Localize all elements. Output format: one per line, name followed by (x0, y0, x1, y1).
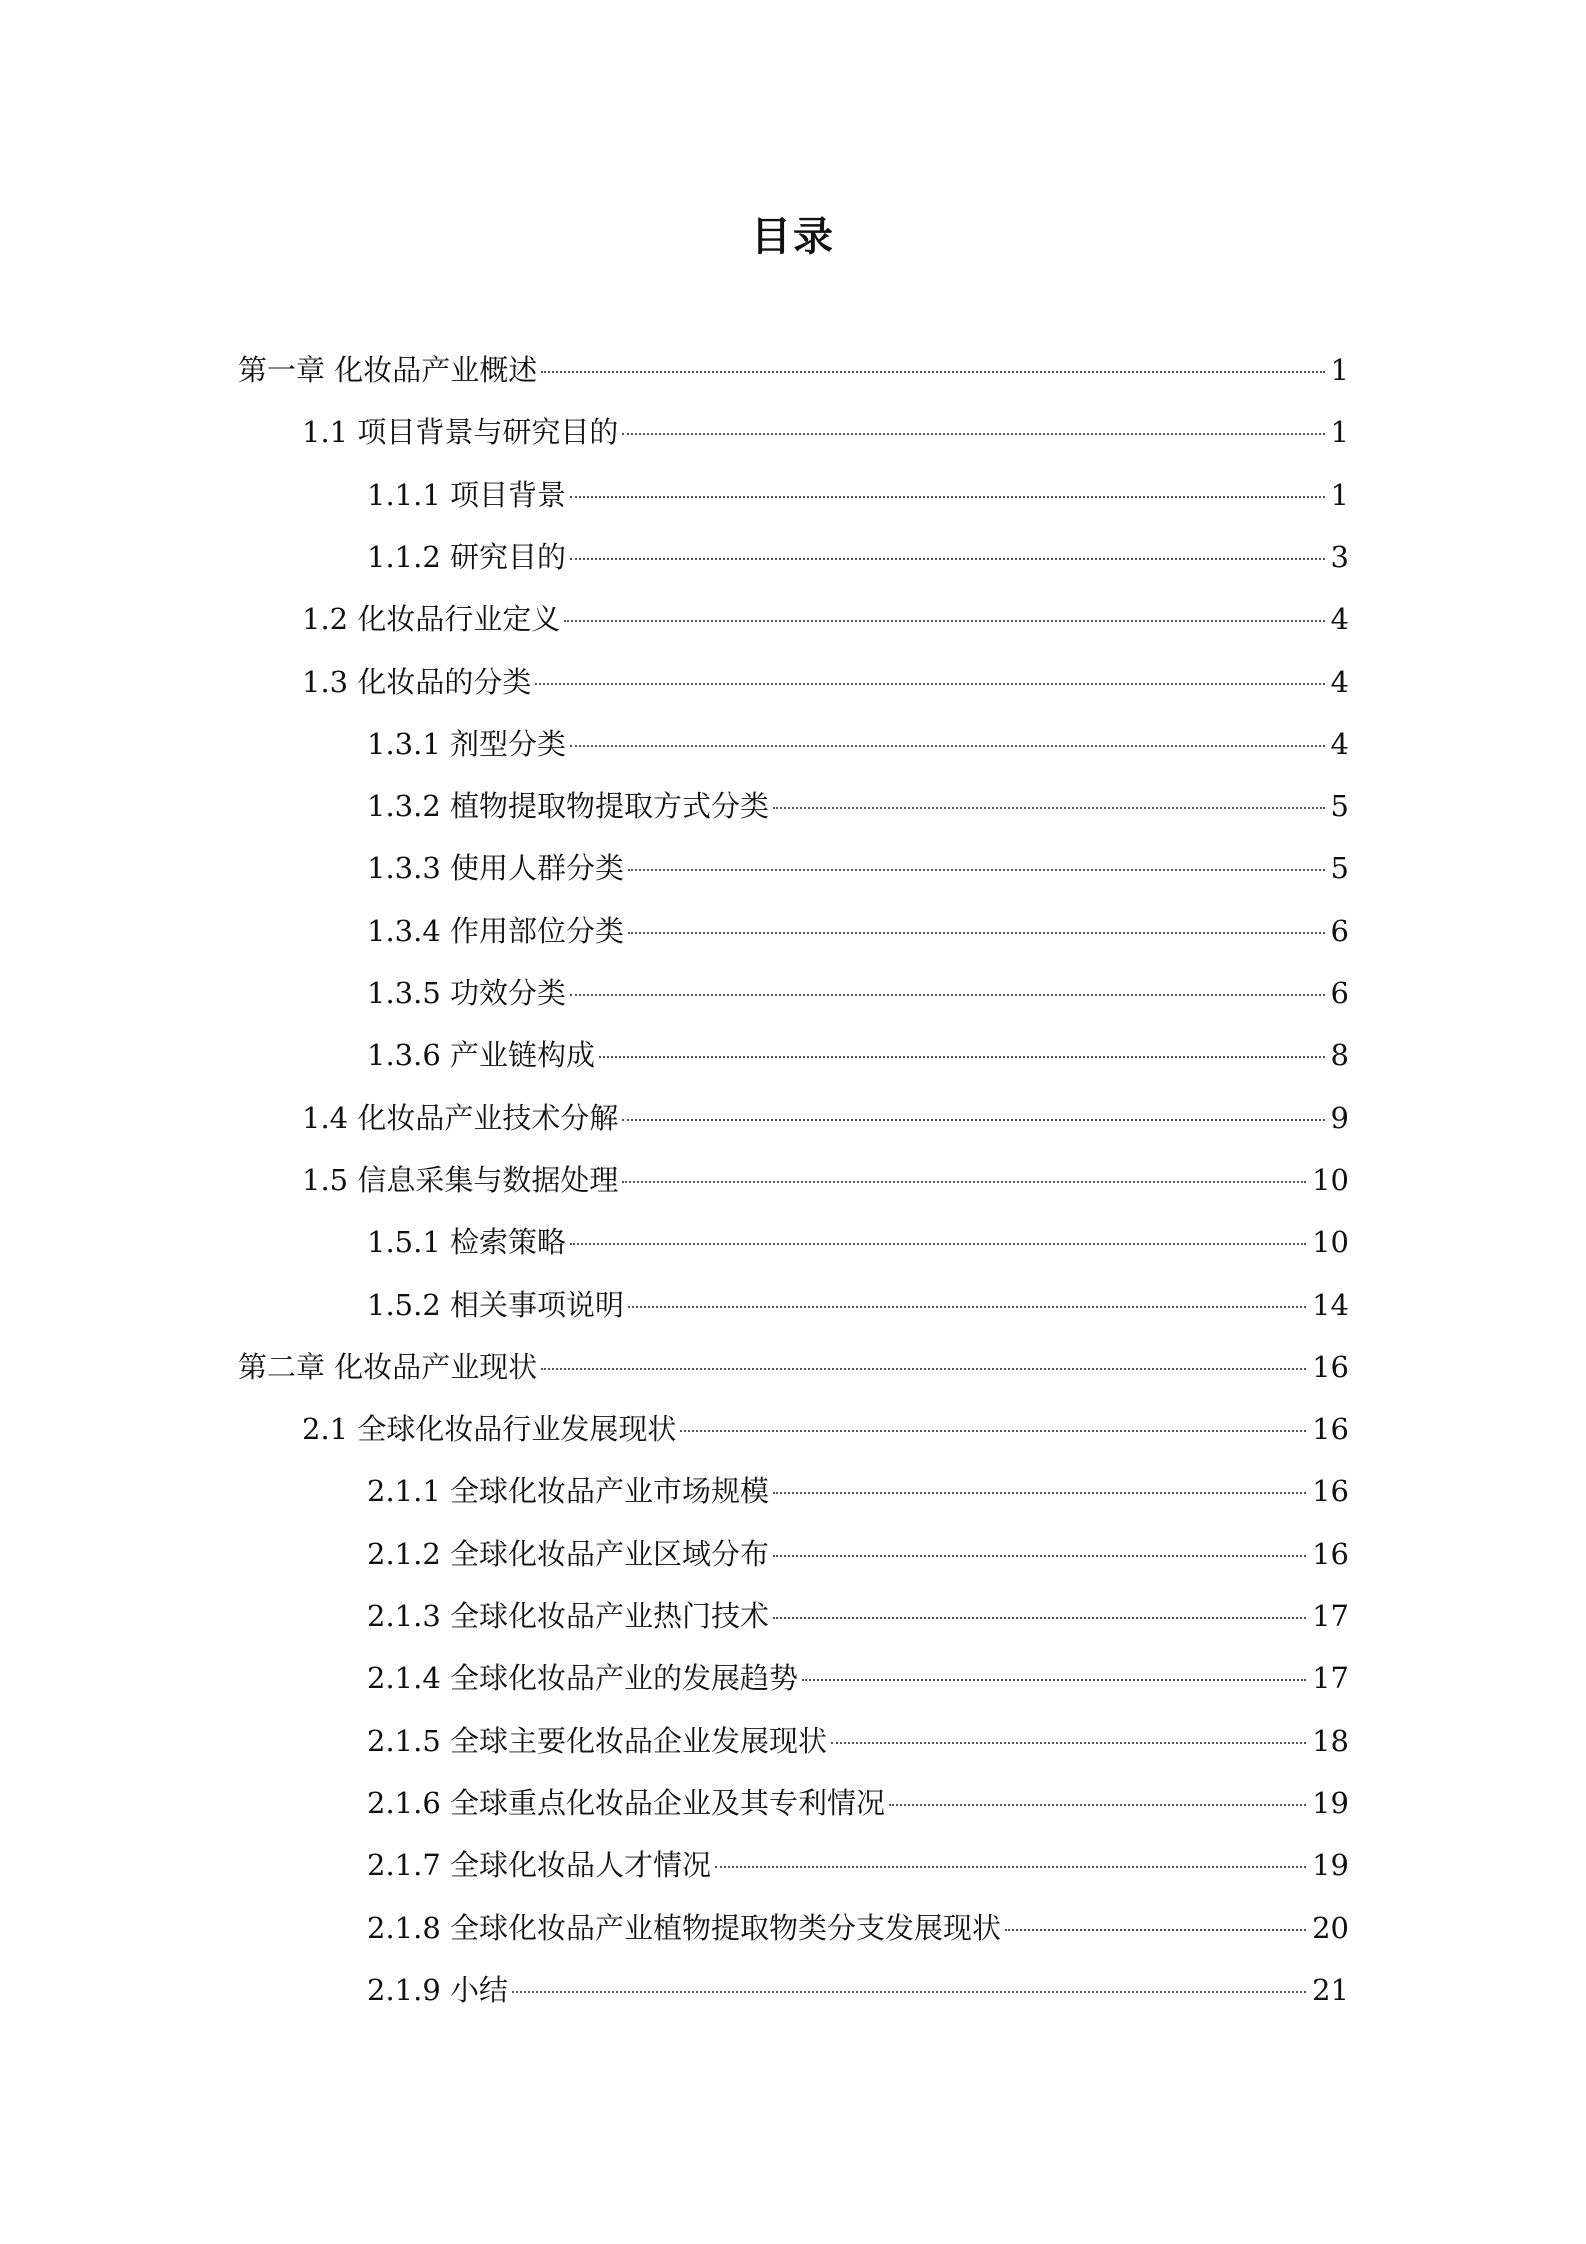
toc-entry-title: 1.3.5 功效分类 (367, 976, 567, 1010)
toc-dot-leader (564, 620, 1324, 622)
toc-entry-title: 1.1 项目背景与研究目的 (302, 415, 619, 450)
toc-entry-title: 1.3 化妆品的分类 (302, 664, 532, 699)
toc-entry-page-number: 20 (1312, 1910, 1349, 1945)
toc-dot-leader (512, 1991, 1306, 1993)
toc-dot-leader (889, 1804, 1306, 1806)
toc-entry-title: 1.3.2 植物提取物提取方式分类 (367, 789, 770, 824)
toc-entry[interactable] (367, 475, 1349, 515)
toc-entry[interactable] (367, 1970, 1349, 2010)
toc-entry[interactable] (367, 786, 1349, 826)
toc-entry[interactable] (367, 1222, 1349, 1262)
toc-entry-page-number: 14 (1312, 1287, 1349, 1322)
toc-entry-title: 2.1.6 全球重点化妆品企业及其专利情况 (367, 1785, 886, 1820)
toc-entry-page-number: 5 (1330, 851, 1349, 886)
toc-dot-leader (541, 371, 1324, 373)
toc-entry[interactable] (367, 848, 1349, 888)
toc-entry[interactable] (367, 1658, 1349, 1698)
toc-entry-title: 2.1.1 全球化妆品产业市场规模 (367, 1474, 770, 1509)
toc-entry-title: 2.1 全球化妆品行业发展现状 (302, 1412, 677, 1447)
toc-title: 目录 (751, 213, 835, 260)
toc-entry-page-number: 6 (1330, 913, 1349, 948)
toc-entry-page-number: 8 (1330, 1038, 1349, 1073)
toc-dot-leader (831, 1742, 1306, 1744)
toc-entry-title: 2.1.7 全球化妆品人才情况 (367, 1848, 712, 1883)
toc-dot-leader (570, 496, 1325, 498)
toc-dot-leader (570, 745, 1325, 747)
toc-dot-leader (773, 1555, 1306, 1557)
toc-entry[interactable] (367, 973, 1349, 1013)
toc-entry[interactable] (367, 537, 1349, 577)
toc-entry[interactable] (367, 1596, 1349, 1636)
toc-entry[interactable] (302, 1098, 1349, 1138)
toc-entry[interactable] (367, 1908, 1349, 1948)
toc-dot-leader (570, 558, 1325, 560)
toc-entry-page-number: 1 (1330, 477, 1349, 512)
toc-entry-title: 1.1.1 项目背景 (367, 477, 567, 512)
toc-entry-page-number: 19 (1312, 1785, 1349, 1820)
toc-entry[interactable] (302, 599, 1349, 639)
toc-dot-leader (1005, 1929, 1306, 1931)
toc-entry-title: 1.2 化妆品行业定义 (302, 602, 561, 637)
toc-entry-title: 1.3.3 使用人群分类 (367, 851, 625, 886)
toc-entry[interactable] (238, 1347, 1349, 1387)
toc-dot-leader (622, 1119, 1324, 1121)
toc-entry-title: 2.1.3 全球化妆品产业热门技术 (367, 1599, 770, 1633)
toc-entry-page-number: 6 (1330, 976, 1349, 1010)
toc-dot-leader (535, 683, 1324, 685)
toc-entry[interactable] (367, 1285, 1349, 1325)
toc-dot-leader (628, 1306, 1306, 1308)
toc-entry[interactable] (367, 1783, 1349, 1823)
toc-entry[interactable] (302, 412, 1349, 452)
toc-entry[interactable] (367, 724, 1349, 764)
toc-entry-title: 2.1.9 小结 (367, 1972, 509, 2007)
toc-entry-page-number: 1 (1330, 353, 1349, 387)
toc-entry-page-number: 9 (1330, 1100, 1349, 1135)
toc-dot-leader (628, 932, 1325, 934)
toc-entry-title: 2.1.8 全球化妆品产业植物提取物类分支发展现状 (367, 1910, 1002, 1945)
toc-entry-page-number: 10 (1312, 1162, 1349, 1197)
toc-dot-leader (680, 1430, 1306, 1432)
toc-entry-page-number: 1 (1330, 415, 1349, 450)
toc-entry-page-number: 3 (1330, 539, 1349, 574)
toc-entry-title: 1.3.6 产业链构成 (367, 1038, 596, 1073)
toc-dot-leader (622, 1181, 1306, 1183)
toc-entry[interactable] (238, 350, 1349, 390)
toc-entry-page-number: 21 (1312, 1972, 1349, 2007)
toc-entry-page-number: 17 (1312, 1661, 1349, 1696)
toc-entry-page-number: 4 (1330, 726, 1349, 761)
toc-entry[interactable] (367, 1721, 1349, 1761)
toc-entry[interactable] (367, 911, 1349, 951)
toc-dot-leader (773, 1617, 1306, 1619)
toc-entry-title: 第二章 化妆品产业现状 (238, 1349, 538, 1384)
toc-entry[interactable] (367, 1471, 1349, 1511)
toc-entry-page-number: 16 (1312, 1412, 1349, 1447)
toc-entry-title: 1.4 化妆品产业技术分解 (302, 1100, 619, 1135)
toc-dot-leader (570, 994, 1325, 996)
toc-dot-leader (715, 1866, 1306, 1868)
toc-entry[interactable] (367, 1035, 1349, 1075)
toc-dot-leader (541, 1368, 1306, 1370)
toc-entry[interactable] (367, 1845, 1349, 1885)
toc-entry-title: 1.1.2 研究目的 (367, 539, 567, 574)
toc-entry-page-number: 5 (1330, 789, 1349, 824)
toc-entry-title: 2.1.5 全球主要化妆品企业发展现状 (367, 1723, 828, 1758)
toc-entry[interactable] (302, 1409, 1349, 1449)
toc-entry-page-number: 10 (1312, 1225, 1349, 1260)
toc-dot-leader (628, 869, 1325, 871)
toc-entry-title: 2.1.4 全球化妆品产业的发展趋势 (367, 1661, 799, 1696)
toc-dot-leader (773, 807, 1325, 809)
toc-entry[interactable] (302, 1160, 1349, 1200)
toc-entry-page-number: 16 (1312, 1474, 1349, 1509)
toc-entry-page-number: 4 (1330, 602, 1349, 637)
toc-entry-title: 第一章 化妆品产业概述 (238, 353, 538, 387)
toc-entry-title: 1.3.4 作用部位分类 (367, 913, 625, 948)
toc-entry-page-number: 17 (1312, 1599, 1349, 1633)
toc-entry[interactable] (367, 1534, 1349, 1574)
toc-entry[interactable] (302, 662, 1349, 702)
toc-dot-leader (599, 1056, 1325, 1058)
toc-entry-title: 2.1.2 全球化妆品产业区域分布 (367, 1536, 770, 1571)
toc-entry-title: 1.5.2 相关事项说明 (367, 1287, 625, 1322)
toc-entry-title: 1.3.1 剂型分类 (367, 726, 567, 761)
toc-dot-leader (802, 1679, 1306, 1681)
toc-dot-leader (773, 1492, 1306, 1494)
toc-dot-leader (622, 433, 1324, 435)
toc-dot-leader (570, 1243, 1306, 1245)
toc-entry-title: 1.5.1 检索策略 (367, 1225, 567, 1260)
toc-entry-page-number: 19 (1312, 1848, 1349, 1883)
toc-entry-page-number: 16 (1312, 1349, 1349, 1384)
toc-entry-page-number: 18 (1312, 1723, 1349, 1758)
toc-entry-page-number: 16 (1312, 1536, 1349, 1571)
toc-entry-title: 1.5 信息采集与数据处理 (302, 1162, 619, 1197)
toc-entry-page-number: 4 (1330, 664, 1349, 699)
